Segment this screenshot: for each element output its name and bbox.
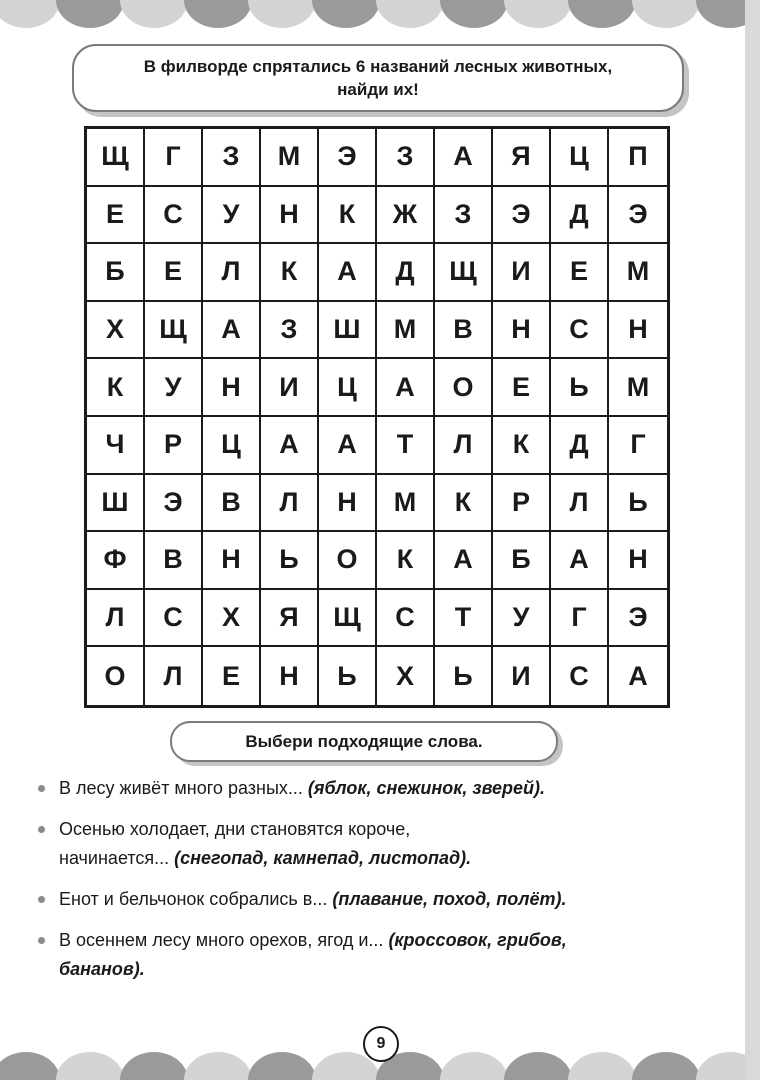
sentence-list	[36, 774, 726, 996]
grid-cell: Э	[609, 590, 667, 648]
bullet-icon	[38, 937, 45, 944]
answer-options: (снегопад, камнепад, листопад).	[174, 848, 472, 868]
grid-cell: Н	[493, 302, 551, 360]
grid-cell: Л	[551, 475, 609, 533]
sentence-item	[36, 774, 726, 803]
decorative-oval	[184, 1052, 252, 1080]
grid-cell: Н	[261, 187, 319, 245]
grid-cell: А	[203, 302, 261, 360]
task-instruction-box	[72, 44, 684, 112]
grid-cell: А	[261, 417, 319, 475]
grid-cell: Щ	[435, 244, 493, 302]
grid-cell: В	[435, 302, 493, 360]
bullet-icon	[38, 785, 45, 792]
grid-cell: Е	[551, 244, 609, 302]
grid-cell: А	[319, 244, 377, 302]
decorative-oval	[504, 1052, 572, 1080]
grid-cell: Л	[435, 417, 493, 475]
grid-cell: Ф	[87, 532, 145, 590]
grid-cell: Л	[145, 647, 203, 705]
decorative-oval	[184, 0, 252, 28]
grid-cell: Л	[203, 244, 261, 302]
grid-cell: Э	[609, 187, 667, 245]
grid-cell: С	[377, 590, 435, 648]
grid-cell: М	[377, 302, 435, 360]
grid-cell: К	[435, 475, 493, 533]
grid-cell: Я	[261, 590, 319, 648]
decorative-oval	[56, 1052, 124, 1080]
grid-cell: М	[261, 129, 319, 187]
task-line-2: найди их!	[337, 80, 419, 99]
decorative-oval	[120, 1052, 188, 1080]
grid-cell: А	[435, 532, 493, 590]
grid-cell: Э	[145, 475, 203, 533]
grid-cell: Ь	[551, 359, 609, 417]
grid-cell: Ь	[609, 475, 667, 533]
grid-cell: Х	[203, 590, 261, 648]
grid-cell: Щ	[145, 302, 203, 360]
grid-cell: И	[261, 359, 319, 417]
grid-cell: Р	[493, 475, 551, 533]
decorative-oval	[56, 0, 124, 28]
grid-cell: Э	[319, 129, 377, 187]
grid-cell: А	[319, 417, 377, 475]
decorative-oval	[120, 0, 188, 28]
grid-cell: Ь	[435, 647, 493, 705]
grid-cell: С	[551, 647, 609, 705]
grid-cell: С	[145, 187, 203, 245]
sentence-text: В лесу живёт много разных...	[59, 778, 308, 798]
grid-cell: К	[493, 417, 551, 475]
grid-cell: Х	[377, 647, 435, 705]
decorative-oval	[440, 1052, 508, 1080]
grid-cell: А	[551, 532, 609, 590]
grid-cell: Ш	[87, 475, 145, 533]
grid-cell: С	[551, 302, 609, 360]
grid-cell: А	[435, 129, 493, 187]
grid-cell: Ь	[261, 532, 319, 590]
grid-cell: З	[377, 129, 435, 187]
grid-cell: Е	[87, 187, 145, 245]
grid-cell: Д	[377, 244, 435, 302]
grid-cell: Г	[609, 417, 667, 475]
grid-cell: К	[377, 532, 435, 590]
grid-cell: Ь	[319, 647, 377, 705]
grid-cell: Н	[319, 475, 377, 533]
grid-cell: Н	[609, 302, 667, 360]
grid-cell: Н	[261, 647, 319, 705]
decorative-oval	[376, 0, 444, 28]
grid-cell: Э	[493, 187, 551, 245]
grid-cell: Б	[493, 532, 551, 590]
subtitle-box	[170, 721, 558, 762]
grid-cell: Р	[145, 417, 203, 475]
decorative-oval	[696, 1052, 745, 1080]
grid-cell: Н	[609, 532, 667, 590]
grid-cell: З	[435, 187, 493, 245]
decorative-oval	[0, 0, 60, 28]
bullet-icon	[38, 896, 45, 903]
sentence-item	[36, 885, 726, 914]
grid-cell: Ц	[551, 129, 609, 187]
grid-cell: К	[87, 359, 145, 417]
grid-cell: Д	[551, 187, 609, 245]
grid-cell: У	[145, 359, 203, 417]
page-number-text: 9	[376, 1035, 386, 1052]
grid-cell: Н	[203, 359, 261, 417]
grid-cell: Г	[145, 129, 203, 187]
decorative-oval	[248, 1052, 316, 1080]
grid-cell: Т	[377, 417, 435, 475]
sentence-text-continued: начинается...	[59, 848, 175, 868]
grid-cell: М	[377, 475, 435, 533]
grid-cell: К	[261, 244, 319, 302]
decorative-oval	[632, 1052, 700, 1080]
grid-cell: Ж	[377, 187, 435, 245]
grid-cell: Е	[145, 244, 203, 302]
grid-cell: Ч	[87, 417, 145, 475]
grid-cell: В	[203, 475, 261, 533]
answer-options: (плавание, поход, полёт).	[332, 889, 567, 909]
grid-cell: С	[145, 590, 203, 648]
top-decorative-border	[0, 0, 745, 30]
grid-cell: Г	[551, 590, 609, 648]
page-number	[363, 1026, 399, 1062]
decorative-oval	[632, 0, 700, 28]
answer-options: (кроссовок, грибов,	[388, 930, 567, 950]
grid-cell: Л	[87, 590, 145, 648]
grid-cell: З	[261, 302, 319, 360]
grid-cell: И	[493, 647, 551, 705]
grid-cell: И	[493, 244, 551, 302]
grid-cell: Б	[87, 244, 145, 302]
grid-cell: Д	[551, 417, 609, 475]
sentence-text: Енот и бельчонок собрались в...	[59, 889, 333, 909]
grid-cell: М	[609, 359, 667, 417]
grid-cell: К	[319, 187, 377, 245]
grid-cell: У	[493, 590, 551, 648]
grid-cell: Ц	[319, 359, 377, 417]
sentence-item	[36, 926, 726, 984]
sentence-text: Осенью холодает, дни становятся короче,	[59, 819, 411, 839]
grid-cell: В	[145, 532, 203, 590]
task-line-1: В филворде спрятались 6 названий лесных животных,	[143, 57, 613, 76]
grid-cell: Х	[87, 302, 145, 360]
grid-cell: Щ	[87, 129, 145, 187]
sentence-item	[36, 815, 726, 873]
decorative-oval	[696, 0, 745, 28]
grid-cell: Н	[203, 532, 261, 590]
grid-cell: Ц	[203, 417, 261, 475]
decorative-oval	[568, 1052, 636, 1080]
page-edge-stripe	[745, 0, 760, 1080]
grid-cell: О	[319, 532, 377, 590]
grid-cell: П	[609, 129, 667, 187]
answer-options-continued: бананов).	[59, 959, 145, 979]
grid-cell: А	[377, 359, 435, 417]
decorative-oval	[0, 1052, 60, 1080]
grid-cell: О	[435, 359, 493, 417]
sentence-text: В осеннем лесу много орехов, ягод и...	[59, 930, 389, 950]
grid-cell: О	[87, 647, 145, 705]
grid-cell: Щ	[319, 590, 377, 648]
bullet-icon	[38, 826, 45, 833]
decorative-oval	[440, 0, 508, 28]
subtitle-text: Выбери подходящие слова.	[245, 731, 483, 751]
grid-cell: Я	[493, 129, 551, 187]
decorative-oval	[248, 0, 316, 28]
word-search-grid	[84, 126, 670, 708]
grid-cell: Ш	[319, 302, 377, 360]
grid-cell: М	[609, 244, 667, 302]
answer-options: (яблок, снежинок, зверей).	[307, 778, 545, 798]
grid-cell: Е	[493, 359, 551, 417]
grid-cell: У	[203, 187, 261, 245]
grid-cell: Т	[435, 590, 493, 648]
grid-cell: Л	[261, 475, 319, 533]
grid-cell: З	[203, 129, 261, 187]
decorative-oval	[504, 0, 572, 28]
grid-cell: А	[628, 660, 648, 691]
decorative-oval	[568, 0, 636, 28]
decorative-oval	[312, 0, 380, 28]
grid-cell: Е	[203, 647, 261, 705]
